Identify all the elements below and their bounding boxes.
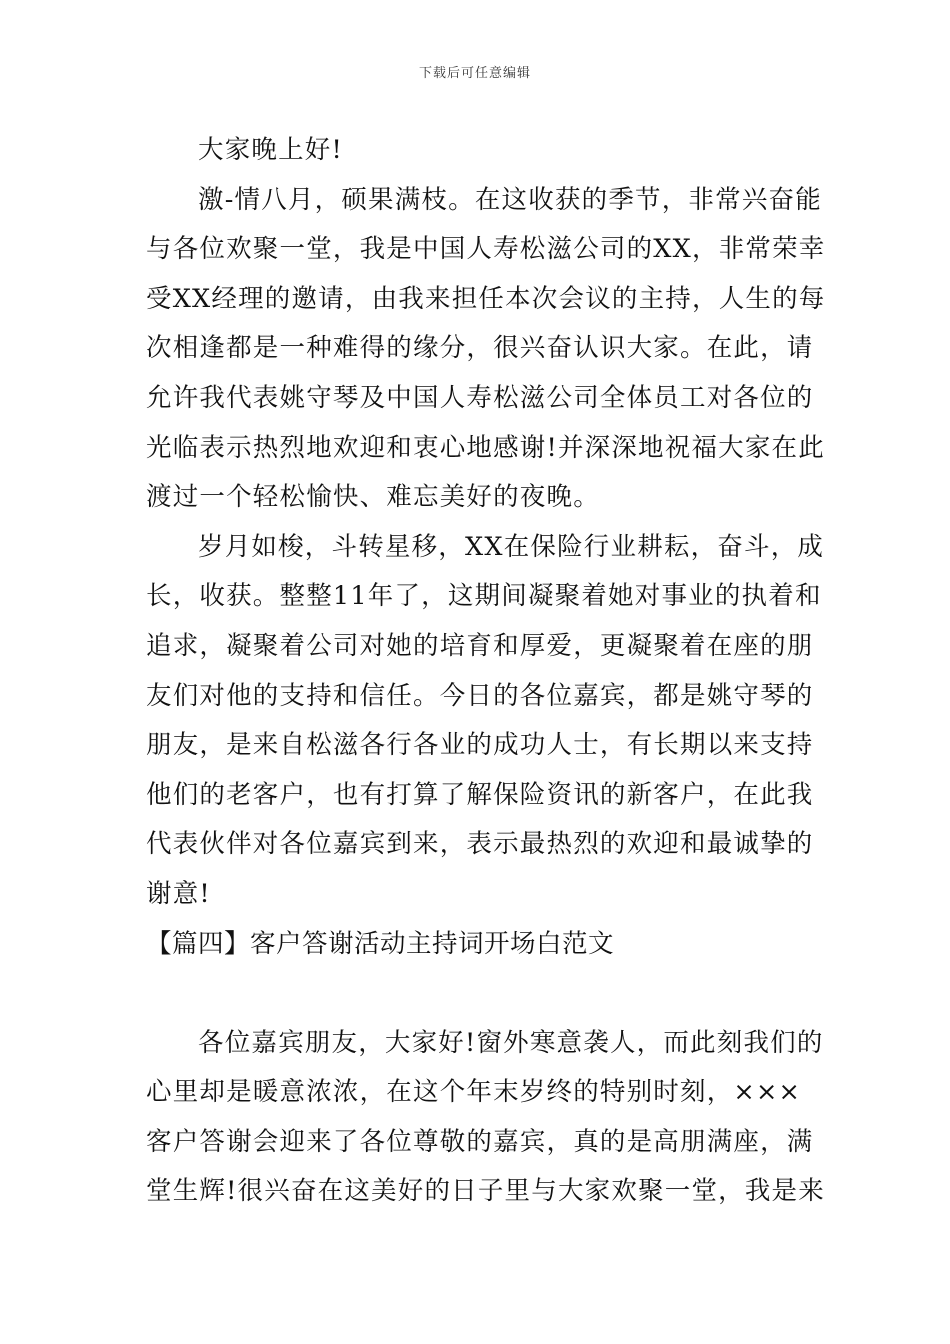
paragraph-line: 激-情八月，硕果满枝。在这收获的季节，非常兴奋能 bbox=[198, 184, 822, 215]
paragraph-line: 友们对他的支持和信任。今日的各位嘉宾，都是姚守琴的 bbox=[146, 680, 814, 711]
paragraph-line: 心里却是暖意浓浓，在这个年末岁终的特别时刻，××× bbox=[146, 1077, 802, 1108]
paragraph-line: 受XX经理的邀请，由我来担任本次会议的主持，人生的每 bbox=[146, 283, 826, 314]
paragraph-line: 长，收获。整整11年了，这期间凝聚着她对事业的执着和 bbox=[146, 581, 822, 612]
document-body bbox=[146, 126, 826, 1217]
paragraph-line: 允许我代表姚守琴及中国人寿松滋公司全体员工对各位的 bbox=[146, 382, 814, 413]
page-header: 下载后可任意编辑 bbox=[418, 66, 531, 81]
paragraph-line: 与各位欢聚一堂，我是中国人寿松滋公司的XX，非常荣幸 bbox=[146, 234, 826, 265]
section-heading: 【篇四】客户答谢活动主持词开场白范文 bbox=[146, 928, 615, 959]
blank-line bbox=[146, 969, 808, 1019]
paragraph-line: 渡过一个轻松愉快、难忘美好的夜晚。 bbox=[146, 482, 600, 513]
paragraph-line: 客户答谢会迎来了各位尊敬的嘉宾，真的是高朋满座，满 bbox=[146, 1126, 814, 1157]
paragraph-line: 堂生辉!很兴奋在这美好的日子里与大家欢聚一堂，我是来 bbox=[146, 1176, 825, 1207]
paragraph-line: 他们的老客户，也有打算了解保险资讯的新客户，在此我 bbox=[146, 779, 814, 810]
paragraph-line: 谢意! bbox=[146, 878, 211, 909]
paragraph-line: 朋友，是来自松滋各行各业的成功人士，有长期以来支持 bbox=[146, 730, 814, 761]
paragraph-line: 代表伙伴对各位嘉宾到来，表示最热烈的欢迎和最诚挚的 bbox=[146, 829, 814, 860]
paragraph-line: 岁月如梭，斗转星移，XX在保险行业耕耘，奋斗，成 bbox=[198, 531, 825, 562]
paragraph-line: 次相逢都是一种难得的缘分，很兴奋认识大家。在此，请 bbox=[146, 333, 814, 364]
paragraph-line: 大家晚上好! bbox=[198, 135, 343, 165]
paragraph-line: 追求，凝聚着公司对她的培育和厚爱，更凝聚着在座的朋 bbox=[146, 630, 814, 661]
paragraph-line: 各位嘉宾朋友，大家好!窗外寒意袭人，而此刻我们的 bbox=[198, 1027, 824, 1058]
paragraph-line: 光临表示热烈地欢迎和衷心地感谢!并深深地祝福大家在此 bbox=[146, 432, 825, 463]
